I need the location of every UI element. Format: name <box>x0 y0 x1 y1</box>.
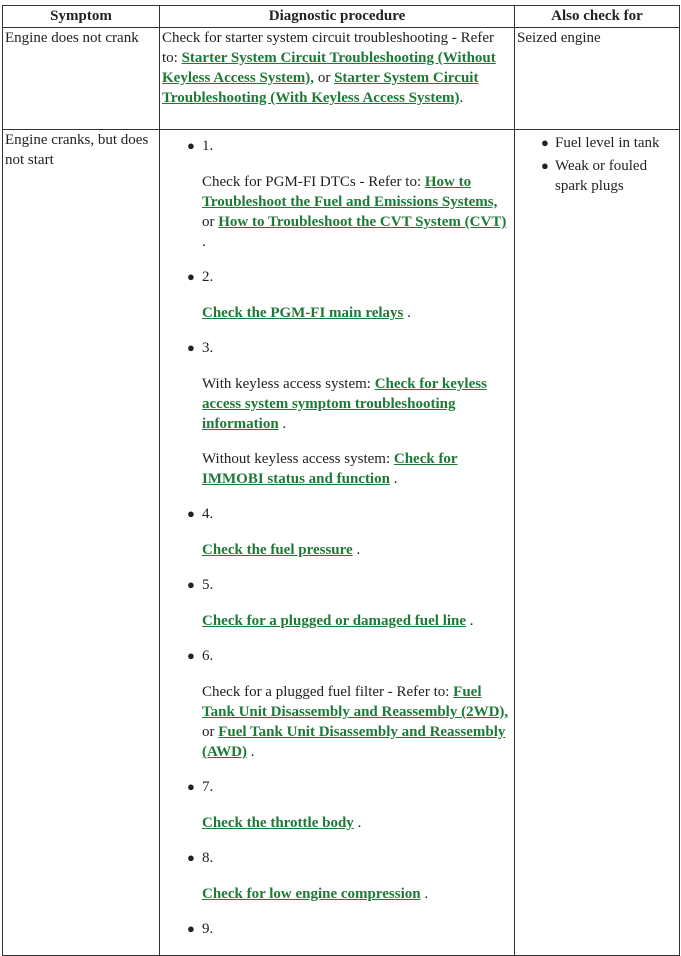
step-text <box>202 449 512 489</box>
immobi-status-link[interactable]: Check for IMMOBI status and function <box>202 451 458 487</box>
bullet-icon: ● <box>187 779 195 794</box>
procedure-steps <box>162 136 512 939</box>
header-symptom: Symptom <box>3 6 160 28</box>
step-text-part: With keyless access system: <box>202 376 375 392</box>
header-also-check: Also check for <box>515 6 680 28</box>
header-procedure: Diagnostic procedure <box>160 6 515 28</box>
procedure-step <box>162 646 512 762</box>
list-item-text: Fuel level in tank <box>555 135 660 151</box>
bullet-icon: ● <box>187 577 195 592</box>
bullet-icon: ● <box>187 269 195 284</box>
procedure-cell <box>160 28 515 130</box>
engine-compression-link[interactable]: Check for low engine compression <box>202 886 421 902</box>
step-text <box>202 813 512 833</box>
symptom-cell: Engine does not crank <box>3 28 160 130</box>
bullet-icon: ● <box>187 138 195 153</box>
procedure-text: . <box>459 90 464 106</box>
step-text-part: . <box>247 744 255 760</box>
step-text-part: . <box>420 886 429 902</box>
procedure-step <box>162 136 512 252</box>
bullet-icon: ● <box>187 921 195 936</box>
step-text <box>202 682 512 762</box>
bullet-icon: ● <box>541 135 549 150</box>
step-number: 3. <box>202 340 214 356</box>
throttle-body-link[interactable]: Check the throttle body <box>202 815 354 831</box>
list-item-text: Weak or fouled spark plugs <box>555 158 648 194</box>
procedure-step <box>162 848 512 904</box>
diagnostic-table <box>2 5 680 956</box>
procedure-step <box>162 777 512 833</box>
procedure-step <box>162 267 512 323</box>
starter-with-keyless-link[interactable]: Starter System Circuit Troubleshooting (With Keyless Access System) <box>162 70 479 106</box>
table-row <box>3 130 680 956</box>
also-check-cell <box>515 130 680 956</box>
step-text-part: . <box>389 471 398 487</box>
fuel-tank-awd-link[interactable]: Fuel Tank Unit Disassembly and Reassembly (AWD) <box>202 724 506 760</box>
step-number: 5. <box>202 577 214 593</box>
step-number: 7. <box>202 779 214 795</box>
step-text <box>202 303 512 323</box>
step-number: 1. <box>202 138 214 154</box>
procedure-step <box>162 575 512 631</box>
header-row <box>3 6 680 28</box>
list-item <box>517 133 677 153</box>
procedure-text: Check for starter system circuit troubleshooting - Refer to: <box>162 30 494 66</box>
step-text <box>202 172 512 252</box>
procedure-cell <box>160 130 515 956</box>
bullet-icon: ● <box>187 506 195 521</box>
bullet-icon: ● <box>187 340 195 355</box>
step-number: 2. <box>202 269 214 285</box>
table-row <box>3 28 680 130</box>
pgm-fi-relays-link[interactable]: Check the PGM-FI main relays <box>202 305 404 321</box>
fuel-emissions-troubleshoot-link[interactable]: How to Troubleshoot the Fuel and Emissions Systems, <box>202 174 498 210</box>
step-text-part: . <box>353 815 362 831</box>
step-number: 6. <box>202 648 214 664</box>
procedure-text: or <box>314 70 335 86</box>
step-text-part: Check for a plugged fuel filter - Refer to: <box>202 684 454 700</box>
fuel-pressure-link[interactable]: Check the fuel pressure <box>202 542 353 558</box>
also-check-list <box>517 133 677 196</box>
also-check-cell: Seized engine <box>515 28 680 130</box>
procedure-step <box>162 919 512 939</box>
fuel-line-link[interactable]: Check for a plugged or damaged fuel line <box>202 613 467 629</box>
procedure-step <box>162 504 512 560</box>
step-text <box>202 540 512 560</box>
step-text-part: . <box>466 613 474 629</box>
step-text <box>202 611 512 631</box>
bullet-icon: ● <box>187 648 195 663</box>
step-text-part: or <box>202 214 219 230</box>
cvt-troubleshoot-link[interactable]: How to Troubleshoot the CVT System (CVT) <box>218 214 507 230</box>
step-number: 9. <box>202 921 214 937</box>
procedure-step <box>162 338 512 489</box>
fuel-tank-2wd-link[interactable]: Fuel Tank Unit Disassembly and Reassembly (2WD), <box>202 684 509 720</box>
step-text-part: Check for PGM-FI DTCs - Refer to: <box>202 174 425 190</box>
bullet-icon: ● <box>187 850 195 865</box>
bullet-icon: ● <box>541 158 549 173</box>
starter-without-keyless-link[interactable]: Starter System Circuit Troubleshooting (Without Keyless Access System), <box>162 50 496 86</box>
step-text-part: . <box>403 305 411 321</box>
step-text-part: . <box>352 542 361 558</box>
list-item <box>517 156 677 196</box>
step-text <box>202 374 512 434</box>
symptom-cell: Engine cranks, but does not start <box>3 130 160 956</box>
keyless-access-link[interactable]: Check for keyless access system symptom troubleshooting information <box>202 376 487 432</box>
step-number: 8. <box>202 850 214 866</box>
step-text-part: or <box>202 724 219 740</box>
step-text-part: Without keyless access system: <box>202 451 394 467</box>
step-text-part: . <box>278 416 287 432</box>
step-text-part: . <box>202 234 206 250</box>
step-number: 4. <box>202 506 214 522</box>
step-text <box>202 884 512 904</box>
